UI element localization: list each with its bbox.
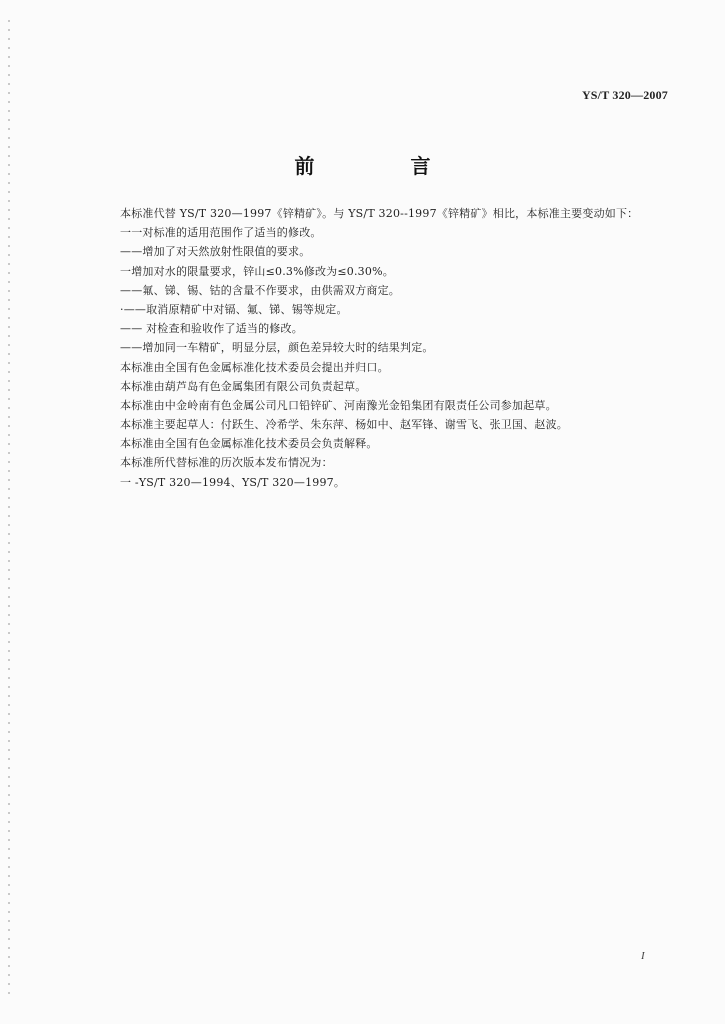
paragraph-line: 本标准代替 YS/T 320—1997《锌精矿》。与 YS/T 320--1997《锌精矿》相比，本标准主要变动如下： <box>120 207 639 220</box>
paragraph-line: ·——取消原精矿中对镉、氟、锑、锡等规定。 <box>120 302 348 316</box>
paragraph-line: 一一对标准的适用范围作了适当的修改。 <box>120 226 322 240</box>
page-number: I <box>641 950 645 962</box>
paragraph-line: ——增加了对天然放射性限值的要求。 <box>120 245 311 259</box>
paragraph-line: 本标准由葫芦岛有色金属集团有限公司负责起草。 <box>120 379 367 393</box>
document-code: YS/T 320—2007 <box>581 88 668 102</box>
paragraph-line: 一 -YS/T 320—1994、YS/T 320—1997。 <box>120 475 346 489</box>
paragraph-line: 本标准所代替标准的历次版本发布情况为： <box>120 456 333 470</box>
section-title: 前 言 <box>294 154 469 178</box>
paragraph-line: 一增加对水的限量要求，锌山≤0.3%修改为≤0.30%。 <box>120 264 394 278</box>
paragraph-line: ——增加同一车精矿，明显分层，颜色差异较大时的结果判定。 <box>120 341 434 355</box>
paragraph-line: 本标准由中金岭南有色金属公司凡口铅锌矿、河南豫光金铅集团有限责任公司参加起草。 <box>120 398 557 412</box>
foreword-body <box>120 204 680 492</box>
paragraph-line: 本标准主要起草人：付跃生、冷希学、朱东萍、杨如中、赵军锋、谢雪飞、张卫国、赵波。 <box>120 418 568 432</box>
paragraph-line: ——氟、锑、锡、钴的含量不作要求，由供需双方商定。 <box>120 283 400 297</box>
paragraph-line: 本标准由全国有色金属标准化技术委员会提出并归口。 <box>120 360 389 374</box>
paragraph-line: —— 对检查和验收作了适当的修改。 <box>120 322 303 336</box>
paragraph-line: 本标准由全国有色金属标准化技术委员会负责解释。 <box>120 437 378 451</box>
